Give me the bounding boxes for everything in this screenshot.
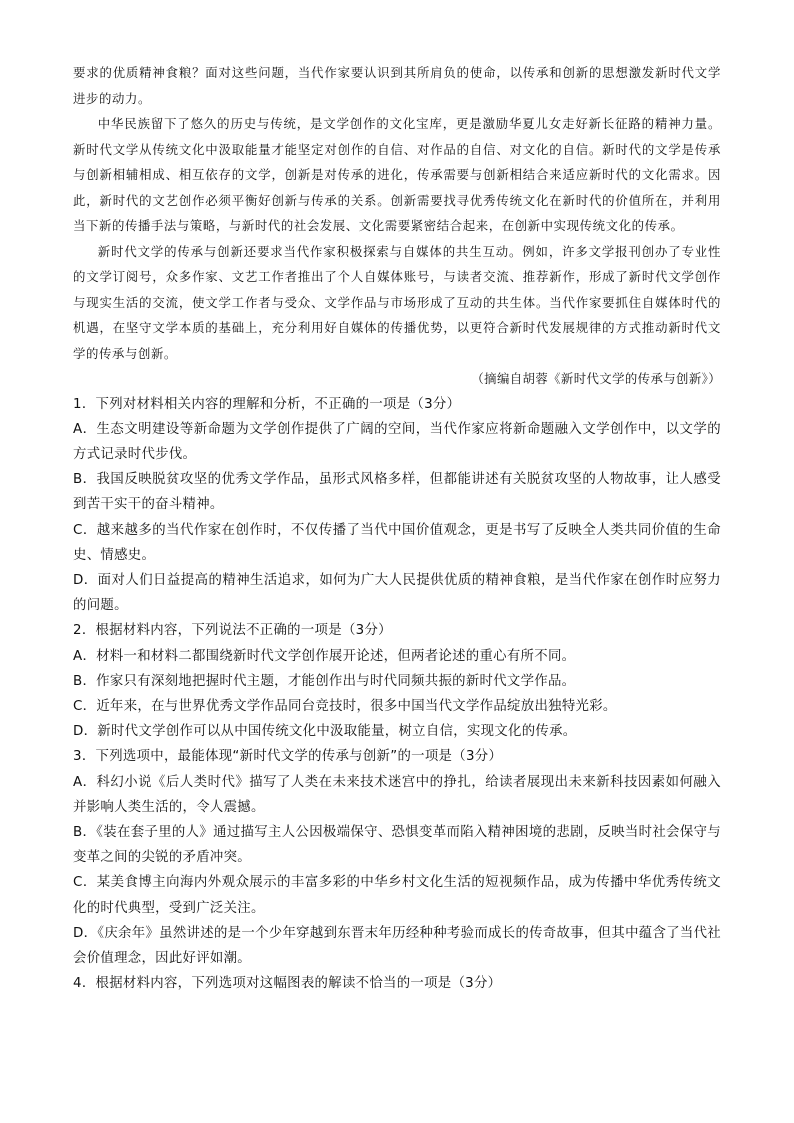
option-d: D．《庆余年》虽然讲述的是一个少年穿越到东晋末年历经种种考验而成长的传奇故事，但其中蕴含了当代社会价值理念，因此好评如潮。 xyxy=(73,925,721,966)
question-stem: 2．根据材料内容，下列说法不正确的一项是（3分） xyxy=(73,623,392,639)
question-stem: 4．根据材料内容，下列选项对这幅图表的解读不恰当的一项是（3分） xyxy=(73,976,502,992)
option-d: D．新时代文学创作可以从中国传统文化中汲取能量，树立自信，实现文化的传承。 xyxy=(73,724,577,740)
option-c: C．近年来，在与世界优秀文学作品同台竞技时，很多中国当代文学作品绽放出独特光彩。 xyxy=(73,698,617,714)
option-a: A．材料一和材料二都围绕新时代文学创作展开论述，但两者论述的重心有所不同。 xyxy=(73,648,576,664)
question-1 xyxy=(73,392,721,619)
passage-paragraph: 要求的优质精神食粮？面对这些问题，当代作家要认识到其所肩负的使命，以传承和创新的思想激发新时代文学进步的动力。 xyxy=(73,65,721,106)
question-stem: 3．下列选项中，最能体现“新时代文学的传承与创新”的一项是（3分） xyxy=(73,749,503,765)
passage-source: （摘编自胡蓉《新时代文学的传承与创新》） xyxy=(471,371,721,386)
option-b: B．《装在套子里的人》通过描写主人公因极端保守、恐惧变革而陷入精神困境的悲剧，反映当时社会保守与变革之间的尖锐的矛盾冲突。 xyxy=(73,824,721,866)
question-3 xyxy=(73,744,721,971)
question-4 xyxy=(73,971,721,996)
passage-paragraph: 新时代文学的传承与创新还要求当代作家积极探索与自媒体的共生互动。例如，许多文学报刊创办了专业性的文学订阅号，众多作家、文艺工作者推出了个人自媒体账号，与读者交流、推荐新作，形成了新时代文学创作与现实生活的交流，使文学工作者与受众、文学作品与市场形成了互动的共生体。当代作家要抓住自媒体时代的机遇，在坚守文学本质的基础上，充分利用好自媒体的传播优势，以更符合新时代发展规律的方式推动新时代文学的传承与创新。 xyxy=(73,243,721,361)
question-2 xyxy=(73,618,721,744)
question-stem: 1．下列对材料相关内容的理解和分析，不正确的一项是（3分） xyxy=(73,396,461,412)
option-a: A．科幻小说《后人类时代》描写了人类在未来技术迷宫中的挣扎，给读者展现出未来新科技因素如何融入并影响人类生活的，令人震撼。 xyxy=(73,774,721,815)
option-b: B．作家只有深刻地把握时代主题，才能创作出与时代同频共振的新时代文学作品。 xyxy=(73,673,576,689)
option-d: D．面对人们日益提高的精神生活追求，如何为广大人民提供优质的精神食粮，是当代作家在创作时应努力的问题。 xyxy=(73,572,721,614)
option-c: C．越来越多的当代作家在创作时，不仅传播了当代中国价值观念，更是书写了反映全人类共同价值的生命史、情感史。 xyxy=(73,522,721,563)
reading-passage xyxy=(73,60,721,392)
option-b: B．我国反映脱贫攻坚的优秀文学作品，虽形式风格多样，但都能讲述有关脱贫攻坚的人物故事，让人感受到苦干实干的奋斗精神。 xyxy=(73,472,721,513)
page-content xyxy=(73,60,721,996)
option-a: A．生态文明建设等新命题为文学创作提供了广阔的空间，当代作家应将新命题融入文学创作中，以文学的方式记录时代步伐。 xyxy=(73,421,721,462)
passage-paragraph: 中华民族留下了悠久的历史与传统，是文学创作的文化宝库，更是激励华夏儿女走好新长征路的精神力量。新时代文学从传统文化中汲取能量才能坚定对创作的自信、对作品的自信、对文化的自信。新时代的文学是传承与创新相辅相成、相互依存的文学，创新是对传承的进化，传承需要与创新相结合来适应新时代的文化需求。因此，新时代的文艺创作必须平衡好创新与传承的关系。创新需要找寻优秀传统文化在新时代的价值所在，并利用当下新的传播手法与策略，与新时代的社会发展、文化需要紧密结合起来，在创新中实现传统文化的传承。 xyxy=(73,116,721,233)
option-c: C．某美食博主向海内外观众展示的丰富多彩的中华乡村文化生活的短视频作品，成为传播中华优秀传统文化的时代典型，受到广泛关注。 xyxy=(73,875,721,916)
